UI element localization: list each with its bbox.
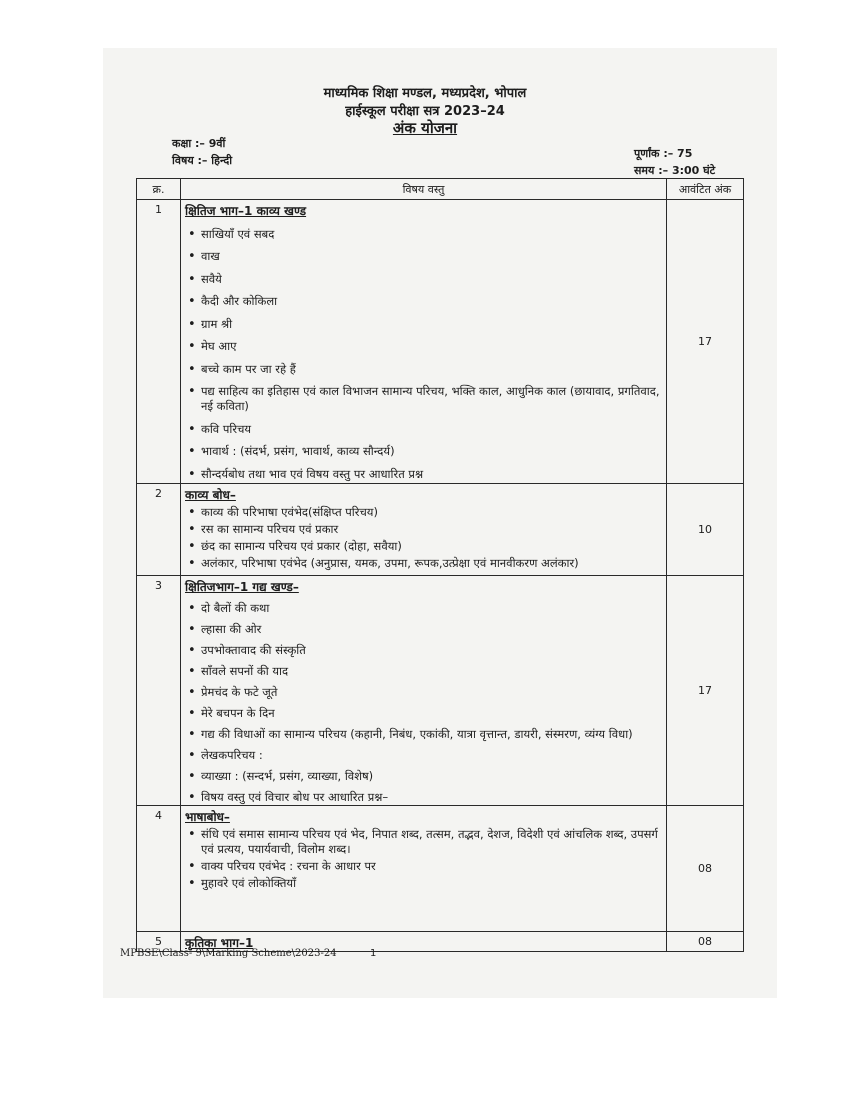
row-serial: 2 — [137, 484, 181, 576]
row-marks: 08 — [667, 932, 744, 952]
row-content — [181, 806, 667, 932]
section-title: क्षितिज भाग–1 काव्य खण्ड — [185, 204, 307, 218]
row-serial: 4 — [137, 806, 181, 932]
list-item: • मेरे बचपन के दिन — [187, 706, 662, 721]
row-serial: 3 — [137, 576, 181, 806]
list-item: • काव्य की परिभाषा एवंभेद(संक्षिप्त परिचय) — [187, 505, 662, 520]
list-item: • वाख — [187, 249, 662, 264]
list-item: • ल्हासा की ओर — [187, 622, 662, 637]
list-item: • भावार्थ : (संदर्भ, प्रसंग, भावार्थ, काव्य सौन्दर्य) — [187, 444, 662, 459]
list-item: • विषय वस्तु एवं विचार बोध पर आधारित प्रश्न– — [187, 790, 662, 805]
list-item: • उपभोक्तावाद की संस्कृति — [187, 643, 662, 658]
list-item: • साँवले सपनों की याद — [187, 664, 662, 679]
row-serial: 1 — [137, 200, 181, 484]
list-item: • कवि परिचय — [187, 422, 662, 437]
row-serial: 5 — [137, 932, 181, 952]
class-label: कक्षा :– 9वीं — [172, 137, 226, 150]
row-marks: 17 — [667, 576, 744, 806]
list-item: • दो बैलों की कथा — [187, 601, 662, 616]
topic-list — [181, 505, 666, 571]
col-header-marks: आवंटित अंक — [667, 179, 744, 200]
list-item: • बच्चे काम पर जा रहे हैं — [187, 362, 662, 377]
board-name: माध्यमिक शिक्षा मण्डल, मध्यप्रदेश, भोपाल — [323, 86, 527, 101]
list-item: • अलंकार, परिभाषा एवंभेद (अनुप्रास, यमक, उपमा, रूपक,उत्प्रेक्षा एवं मानवीकरण अलंकार) — [187, 556, 662, 571]
list-item: • रस का सामान्य परिचय एवं प्रकार — [187, 522, 662, 537]
list-item: • मेघ आए — [187, 339, 662, 354]
row-marks: 08 — [667, 806, 744, 932]
table-header-row — [137, 179, 744, 200]
col-header-serial: क्र. — [137, 179, 181, 200]
list-item: • गद्य की विधाओं का सामान्य परिचय (कहानी, निबंध, एकांकी, यात्रा वृत्तान्त, डायरी, संस्मरण, व्यंग्य विधा) — [187, 727, 662, 742]
list-item: • कैदी और कोकिला — [187, 294, 662, 309]
marking-scheme-table — [136, 178, 744, 952]
row-content — [181, 484, 667, 576]
section-title: कृतिका भाग–1 — [185, 936, 254, 950]
list-item: • सौन्दर्यबोध तथा भाव एवं विषय वस्तु पर आधारित प्रश्न — [187, 467, 662, 482]
row-content — [181, 576, 667, 806]
list-item: • ग्राम श्री — [187, 317, 662, 332]
footer-path: MPBSE\Class- 9\Marking Scheme\2023-24 — [120, 948, 337, 959]
row-marks: 17 — [667, 200, 744, 484]
list-item: • वाक्य परिचय एवंभेद : रचना के आधार पर — [187, 859, 662, 874]
table-row — [137, 484, 744, 576]
section-title: भाषाबोध– — [185, 810, 230, 824]
table-row — [137, 576, 744, 806]
row-marks: 10 — [667, 484, 744, 576]
list-item: • साखियाँ एवं सबद — [187, 227, 662, 242]
list-item: • व्याख्या : (सन्दर्भ, प्रसंग, व्याख्या, विशेष) — [187, 769, 662, 784]
list-item: • लेखकपरिचय : — [187, 748, 662, 763]
table-row — [137, 200, 744, 484]
col-header-content: विषय वस्तु — [181, 179, 667, 200]
exam-session: हाईस्कूल परीक्षा सत्र 2023–24 — [345, 104, 505, 119]
section-title: काव्य बोध– — [185, 488, 236, 502]
page-number: 1 — [370, 948, 377, 959]
max-marks-label: पूर्णांक :– 75 — [634, 147, 693, 160]
table-row — [137, 806, 744, 932]
list-item: • प्रेमचंद के फटे जूते — [187, 685, 662, 700]
row-content — [181, 200, 667, 484]
section-title: क्षितिजभाग–1 गद्य खण्ड– — [185, 580, 299, 594]
list-item: • मुहावरे एवं लोकोक्तियाँ — [187, 876, 662, 891]
list-item: • सवैये — [187, 272, 662, 287]
subject-label: विषय :– हिन्दी — [172, 154, 233, 167]
list-item: • पद्य साहित्य का इतिहास एवं काल विभाजन सामान्य परिचय, भक्ति काल, आधुनिक काल (छायावाद, प्रगतिवाद, नई कविता) — [187, 384, 662, 414]
topic-list — [181, 601, 666, 805]
time-label: समय :– 3:00 घंटे — [634, 164, 716, 177]
document-title: अंक योजना — [392, 119, 458, 137]
list-item: • छंद का सामान्य परिचय एवं प्रकार (दोहा, सवैया) — [187, 539, 662, 554]
list-item: • संधि एवं समास सामान्य परिचय एवं भेद, निपात शब्द, तत्सम, तद्भव, देशज, विदेशी एवं आंचलिक शब्द, उपसर्ग एवं प्रत्यय, पयार्यवाची, विलोम शब्द। — [187, 827, 662, 857]
topic-list — [181, 827, 666, 891]
topic-list — [181, 227, 666, 482]
